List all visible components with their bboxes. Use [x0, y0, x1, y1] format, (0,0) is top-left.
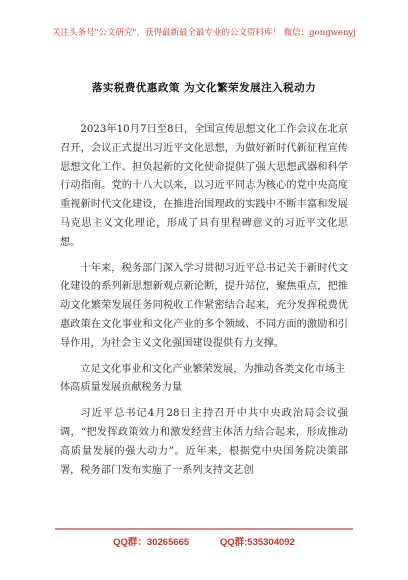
- qq-group-1: QQ群：30265665: [113, 537, 190, 548]
- qq-group-2: QQ群:535304092: [219, 537, 295, 548]
- paragraph-2: 十年来，税务部门深入学习贯彻习近平总书记关于新时代文化建设的系列新思想新观点新论断，提升站位，聚焦重点，把推动文化繁荣发展任务同税收工作紧密结合起来，充分发挥税费优惠政策在文化事业和文化产业的多个领域、不同方面的激励和引导作用，为社会主义文化强国建设提供有力支撑。: [60, 262, 348, 349]
- footer-divider: [55, 528, 353, 530]
- document-body: [60, 121, 348, 480]
- section-subheading: 立足文化事业和文化产业繁荣发展，为推动各类文化市场主体高质量发展贡献税务力量: [60, 363, 346, 394]
- document-title: 落实税费优惠政策 为文化繁荣发展注入税动力: [91, 82, 317, 94]
- footer: [0, 534, 408, 548]
- header-banner[interactable]: 关注头条号"公文研究"，获得最新最全最专业的公文资料库！ 微信：gongwenyj: [52, 28, 356, 38]
- paragraph-3: 习近平总书记4月28日主持召开中共中央政治局会议强调，“把发挥政策效力和激发经营主体活力结合起来，形成推动高质量发展的强大动力”。近年来，根据党中央国务院决策部署，税务部门发布实施了一系列支持文艺创: [60, 408, 348, 476]
- paragraph-1: 2023年10月7日至8日，全国宣传思想文化工作会议在北京召开，会议正式提出习近平文化思想，为做好新时代新征程宣传思想文化工作、担负起新的文化使命提供了强大思想武器和科学行动指南。党的十八大以来，以习近平同志为核心的党中央高度重视新时代文化建设，在推进治国理政的实践中不断丰富和发展马克思主义文化理论，形成了具有里程碑意义的习近平文化思想。: [60, 124, 348, 248]
